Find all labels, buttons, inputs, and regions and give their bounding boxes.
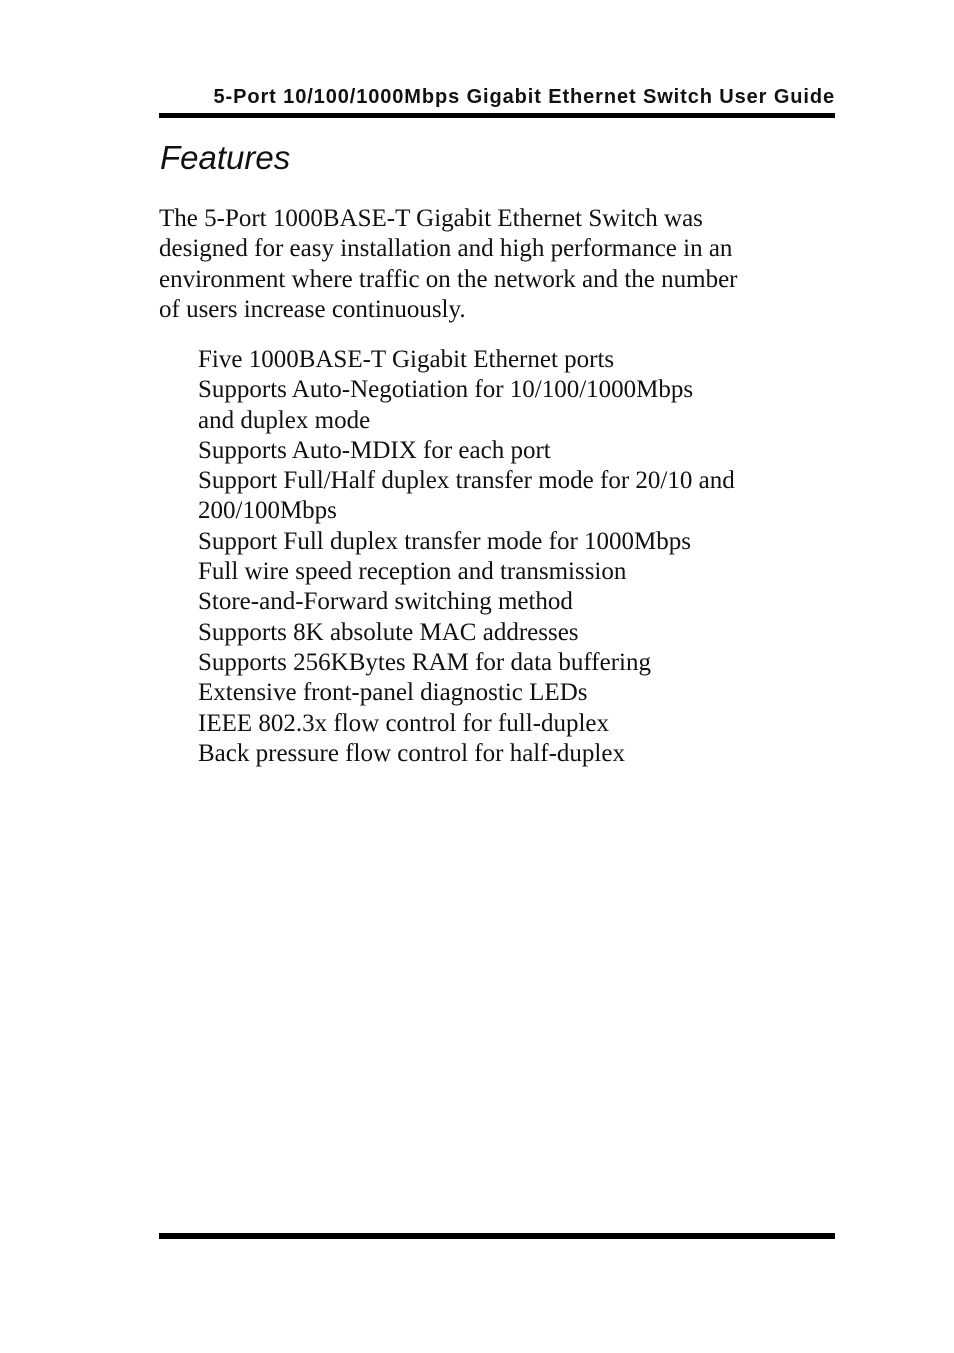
feature-item — [198, 436, 835, 466]
feature-line: Support Full/Half duplex transfer mode for 20/10 and — [198, 467, 735, 495]
feature-line: Supports 8K absolute MAC addresses — [198, 618, 579, 646]
intro-line: of users increase continuously. — [159, 295, 466, 323]
feature-line: Back pressure flow control for half-duplex — [198, 739, 625, 767]
feature-item — [198, 587, 835, 617]
feature-item — [198, 739, 835, 769]
intro-paragraph — [159, 204, 835, 325]
feature-line: IEEE 802.3x flow control for full-duplex — [198, 709, 610, 737]
footer-rule — [159, 1233, 835, 1239]
feature-line: 200/100Mbps — [198, 497, 337, 525]
feature-item — [198, 678, 835, 708]
feature-line: Support Full duplex transfer mode for 1000Mbps — [198, 527, 692, 555]
feature-line: Full wire speed reception and transmission — [198, 558, 627, 586]
feature-line: Supports 256KBytes RAM for data buffering — [198, 648, 651, 676]
feature-line: and duplex mode — [198, 406, 371, 434]
feature-list — [198, 345, 835, 769]
feature-item — [198, 466, 835, 527]
feature-item — [198, 345, 835, 375]
feature-line: Supports Auto-Negotiation for 10/100/1000Mbps — [198, 376, 694, 404]
feature-line: Store-and-Forward switching method — [198, 588, 573, 616]
feature-item — [198, 648, 835, 678]
section-title: Features — [160, 139, 291, 176]
intro-line: The 5-Port 1000BASE-T Gigabit Ethernet Switch was — [159, 205, 703, 232]
feature-item — [198, 527, 835, 557]
feature-item — [198, 618, 835, 648]
feature-line: Five 1000BASE-T Gigabit Ethernet ports — [198, 346, 615, 373]
feature-line: Extensive front-panel diagnostic LEDs — [198, 679, 588, 707]
header-rule — [159, 113, 835, 118]
feature-line: Supports Auto-MDIX for each port — [198, 436, 551, 464]
feature-item — [198, 375, 835, 436]
feature-item — [198, 709, 835, 739]
intro-line: designed for easy installation and high performance in an — [159, 235, 733, 263]
feature-item — [198, 557, 835, 587]
running-header: 5-Port 10/100/1000Mbps Gigabit Ethernet Switch User Guide — [213, 86, 835, 108]
intro-line: environment where traffic on the network and the number — [159, 265, 738, 293]
